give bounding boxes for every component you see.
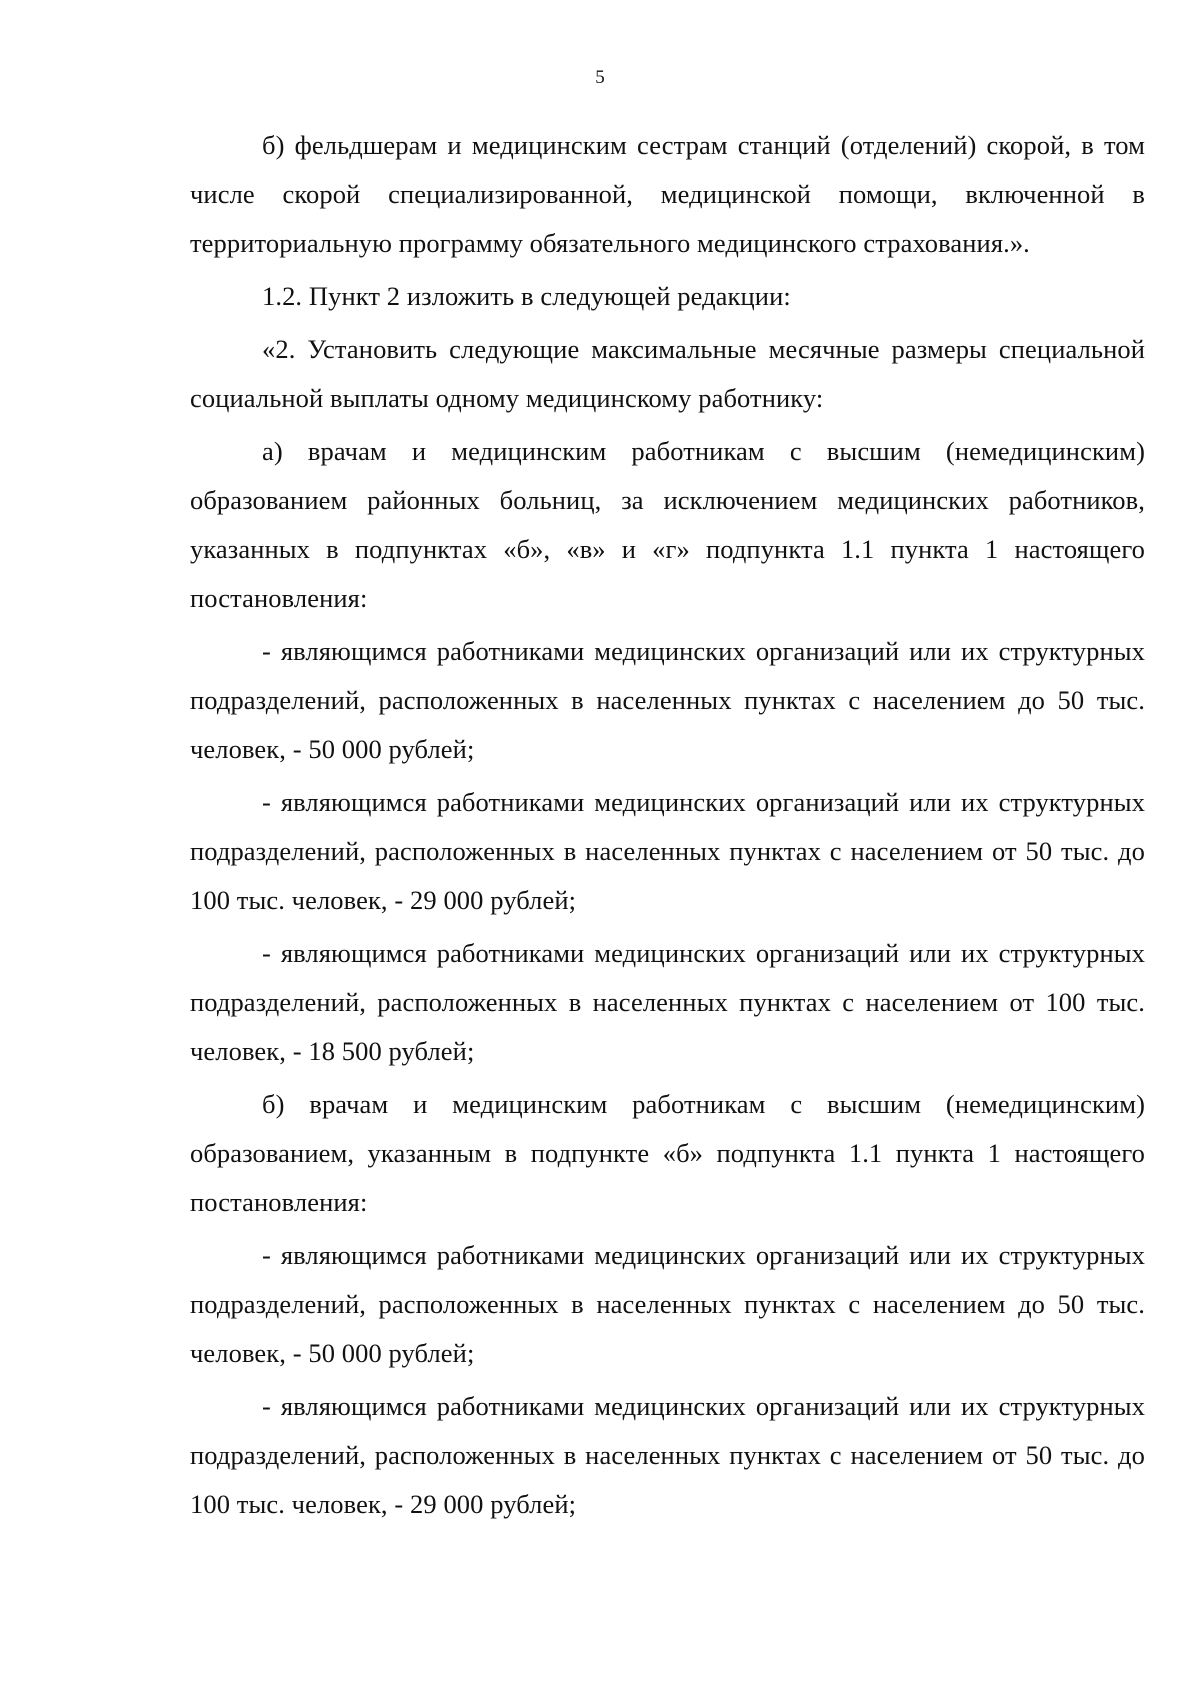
list-item-a-50k-100k: - являющимся работниками медицинских организаций или их структурных подразделений, расположенных в населенных пунктах с населением от 50 тыс. до 100 тыс. человек, - 29 000 рублей; bbox=[190, 787, 1145, 915]
list-item-b-upto-50k: - являющимся работниками медицинских организаций или их структурных подразделений, расположенных в населенных пунктах с населением до 50 тыс. человек, - 50 000 рублей; bbox=[190, 1240, 1145, 1368]
paragraph-b-doctors: б) врачам и медицинским работникам с высшим (немедицинским) образованием, указанным в подпункте «б» подпункта 1.1 пункта 1 настоящего постановления: bbox=[190, 1089, 1145, 1217]
list-item-a-from-100k: - являющимся работниками медицинских организаций или их структурных подразделений, расположенных в населенных пунктах с населением от 100 тыс. человек, - 18 500 рублей; bbox=[190, 938, 1145, 1066]
document-body bbox=[190, 121, 1145, 1533]
page-number: 5 bbox=[595, 67, 605, 88]
paragraph-a-doctors: а) врачам и медицинским работникам с высшим (немедицинским) образованием районных больниц, за исключением медицинских работников, указанных в подпунктах «б», «в» и «г» подпункта 1.1 пункта 1 настоящего постановления: bbox=[190, 436, 1145, 613]
list-item-a-upto-50k: - являющимся работниками медицинских организаций или их структурных подразделений, расположенных в населенных пунктах с населением до 50 тыс. человек, - 50 000 рублей; bbox=[190, 636, 1145, 764]
paragraph-2-intro: «2. Установить следующие максимальные месячные размеры специальной социальной выплаты одному медицинскому работнику: bbox=[190, 334, 1145, 413]
paragraph-1-2-heading: 1.2. Пункт 2 изложить в следующей редакции: bbox=[262, 281, 791, 311]
list-item-b-50k-100k: - являющимся работниками медицинских организаций или их структурных подразделений, расположенных в населенных пунктах с населением от 50 тыс. до 100 тыс. человек, - 29 000 рублей; bbox=[190, 1391, 1145, 1519]
paragraph-b-paramedics: б) фельдшерам и медицинским сестрам станций (отделений) скорой, в том числе скорой специализированной, медицинской помощи, включенной в территориальную программу обязательного медицинского страхования.». bbox=[190, 130, 1145, 258]
